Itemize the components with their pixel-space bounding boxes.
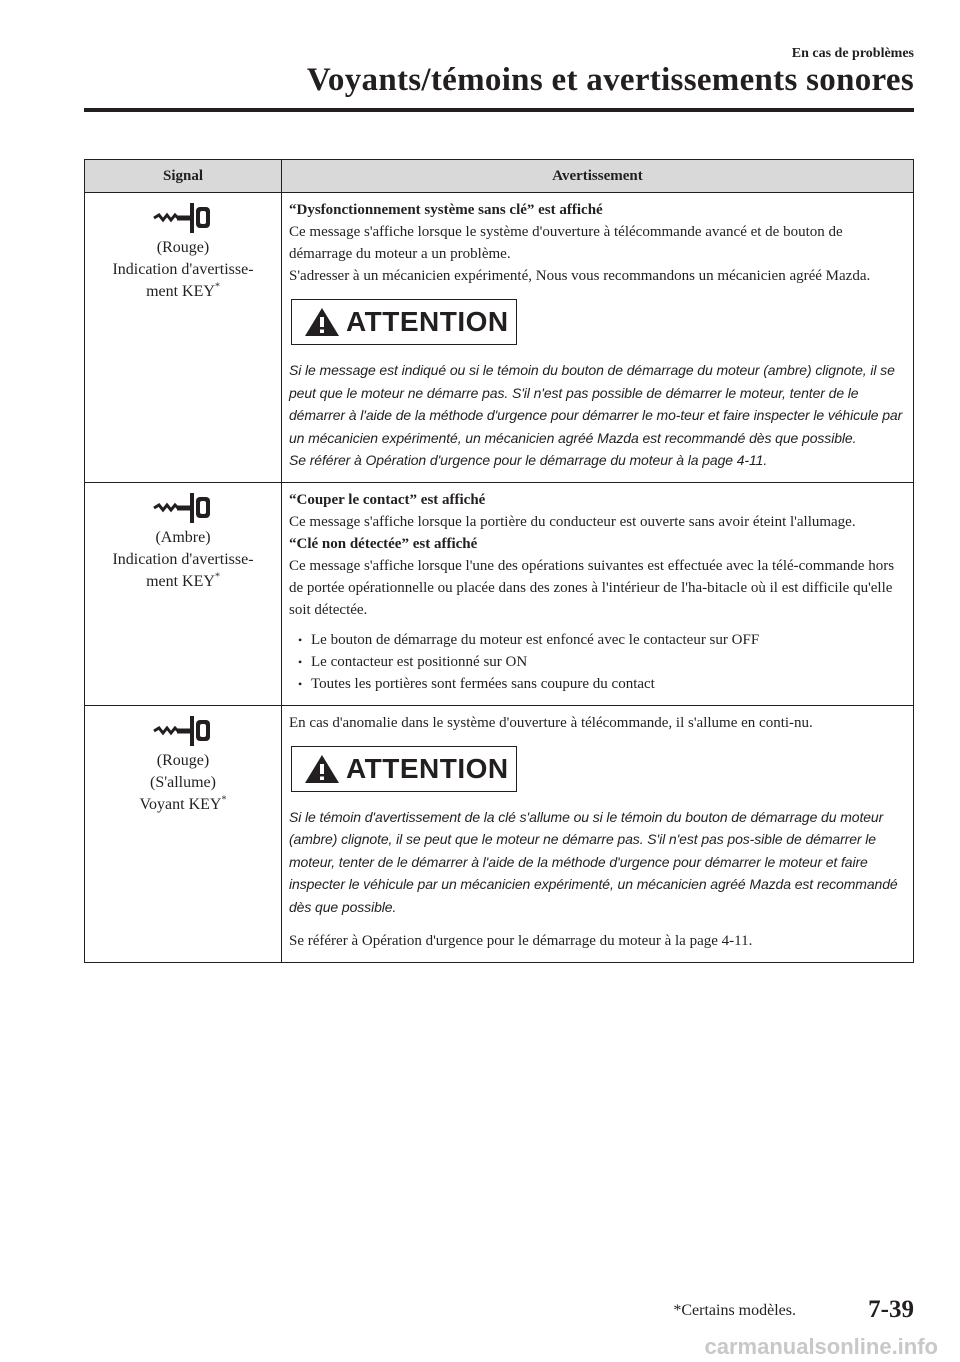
- key-warning-icon: [152, 491, 214, 523]
- key-warning-icon: [152, 714, 214, 746]
- table-row: [85, 193, 914, 483]
- message-text: En cas d'anomalie dans le système d'ouverture à télécommande, il s'allume en conti-nu.: [289, 714, 813, 731]
- list-item: • Toutes les portières sont fermées sans coupure du contact: [289, 673, 907, 695]
- table-row: [85, 705, 914, 963]
- watermark: carmanualsonline.info: [704, 1334, 938, 1359]
- message-text: Ce message s'affiche lorsque le système d'ouverture à télécommande avancé et de bouton de démarrage du moteur a un problème.: [289, 224, 843, 262]
- signal-label-line: (S'allume): [150, 773, 216, 791]
- attention-text: Si le témoin d'avertissement de la clé s'allume ou si le témoin du bouton de démarrage du moteur (ambre) clignote, il se peut que le moteur ne démarre pas. S'il n'est pas pos-sible de démarrer le moteur, tenter de le démarrer à l'aide de la méthode d'urgence pour démarrer le moteur et faire inspecter le véhicule par un mécanicien expérimenté, un mécanicien agréé Mazda est recommandé dès que possible.: [289, 808, 898, 915]
- warning-triangle-icon: [304, 307, 340, 337]
- warning-table: [84, 159, 914, 963]
- message-text: Ce message s'affiche lorsque la portière du conducteur est ouverte sans avoir éteint l'allumage.: [289, 513, 856, 530]
- condition-list: [289, 629, 907, 695]
- signal-label-line: Voyant KEY*: [139, 794, 227, 813]
- footnote-marker: *: [214, 571, 220, 583]
- list-item: • Le bouton de démarrage du moteur est enfoncé avec le contacteur sur OFF: [289, 629, 907, 651]
- key-warning-icon: [152, 201, 214, 233]
- signal-color-label: (Rouge): [156, 239, 210, 256]
- table-row: [85, 482, 914, 705]
- message-heading: “Couper le contact” est affiché: [289, 491, 486, 508]
- signal-label-line: ment KEY*: [146, 571, 220, 590]
- signal-column-header: Signal: [85, 160, 282, 193]
- attention-text: Se référer à Opération d'urgence pour le démarrage du moteur à la page 4-11.: [289, 452, 768, 468]
- message-heading: “Clé non détectée” est affiché: [289, 535, 478, 552]
- signal-cell: [85, 482, 282, 705]
- section-title: En cas de problèmes: [791, 46, 914, 61]
- footnote-marker: *: [221, 794, 227, 806]
- attention-box: [291, 299, 517, 345]
- signal-color-label: (Rouge): [156, 751, 210, 769]
- attention-label: ATTENTION: [346, 752, 509, 784]
- signal-label-line: Indication d'avertisse-: [112, 261, 254, 278]
- attention-label: ATTENTION: [346, 306, 509, 337]
- warning-column-header: Avertissement: [282, 160, 914, 193]
- footnote-marker: *: [214, 281, 220, 293]
- list-item: • Le contacteur est positionné sur ON: [289, 651, 907, 673]
- page-number: 7-39: [868, 1296, 914, 1323]
- message-heading: “Dysfonctionnement système sans clé” est affiché: [289, 202, 603, 218]
- warning-cell: [282, 193, 914, 483]
- warning-triangle-icon: [304, 754, 340, 784]
- signal-label-line: Indication d'avertisse-: [112, 550, 254, 568]
- message-text: Se référer à Opération d'urgence pour le démarrage du moteur à la page 4-11.: [289, 933, 753, 949]
- signal-label-line: ment KEY*: [146, 281, 220, 300]
- attention-text: Si le message est indiqué ou si le témoin du bouton de démarrage du moteur (ambre) clignote, il se peut que le moteur ne démarre pas. S'il n'est pas possible de démarrer le moteur, tenter de le démarrer à l'aide de la méthode d'urgence pour démarrer le mo-teur et faire inspecter le véhicule par un mécanicien expérimenté, un mécanicien agréé Mazda est recommandé dès que possible.: [289, 362, 903, 446]
- attention-box: [291, 746, 517, 792]
- message-text: Ce message s'affiche lorsque l'une des opérations suivantes est effectuée avec la télé-commande hors de portée opérationnelle ou placée dans des zones à l'intérieur de l'ha-bitacle où il est difficile qu'elle soit détectée.: [289, 557, 895, 618]
- warning-cell: [282, 482, 914, 705]
- warning-cell: [282, 705, 914, 963]
- page-title: Voyants/témoins et avertissements sonores: [306, 62, 914, 98]
- message-text: S'adresser à un mécanicien expérimenté, Nous vous recommandons un mécanicien agréé Mazda.: [289, 268, 871, 284]
- header-rule: [84, 108, 914, 112]
- table-header-row: [85, 160, 914, 193]
- footnote: *Certains modèles.: [673, 1302, 796, 1319]
- signal-cell: [85, 193, 282, 483]
- signal-cell: [85, 705, 282, 963]
- signal-color-label: (Ambre): [155, 528, 211, 546]
